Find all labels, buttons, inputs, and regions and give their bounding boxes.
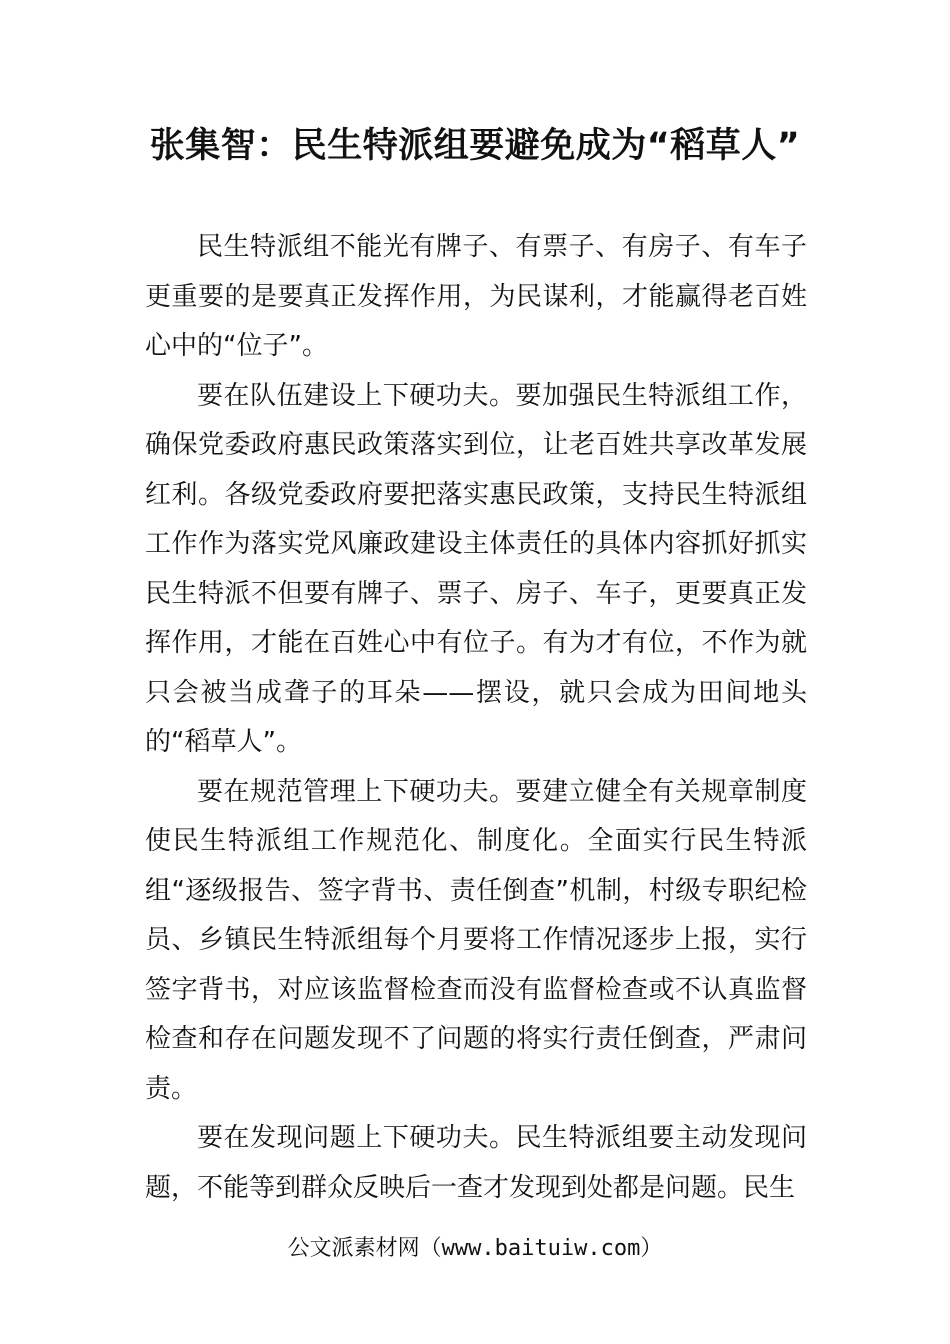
document-body <box>145 223 807 1213</box>
paragraph-finding-problems: 要在发现问题上下硬功夫。民生特派组要主动发现问题，不能等到群众反映后一查才发现到处都是问题。民生 <box>145 1123 807 1203</box>
footer-site-url: （www.baituiw.com） <box>419 1236 663 1261</box>
paragraph-intro: 民生特派组不能光有牌子、有票子、有房子、有车子更重要的是要真正发挥作用，为民谋利，才能赢得老百姓心中的“位子”。 <box>145 232 807 361</box>
document-title: 张集智：民生特派组要避免成为“稻草人” <box>149 126 801 166</box>
footer-site-name: 公文派素材网 <box>287 1236 420 1261</box>
page-footer <box>0 1229 950 1269</box>
paragraph-standard-management: 要在规范管理上下硬功夫。要建立健全有关规章制度使民生特派组工作规范化、制度化。全面实行民生特派组“逐级报告、签字背书、责任倒查”机制，村级专职纪检员、乡镇民生特派组每个月要将工作情况逐步上报，实行签字背书，对应该监督检查而没有监督检查或不认真监督检查和存在问题发现不了问题的将实行责任倒查，严肃问责。 <box>145 776 807 1104</box>
paragraph-team-building: 要在队伍建设上下硬功夫。要加强民生特派组工作，确保党委政府惠民政策落实到位，让老百姓共享改革发展红利。各级党委政府要把落实惠民政策，支持民生特派组工作作为落实党风廉政建设主体责任的具体内容抓好抓实民生特派不但要有牌子、票子、房子、车子，更要真正发挥作用，才能在百姓心中有位子。有为才有位，不作为就只会被当成聋子的耳朵——摆设，就只会成为田间地头的“稻草人”。 <box>145 380 807 757</box>
